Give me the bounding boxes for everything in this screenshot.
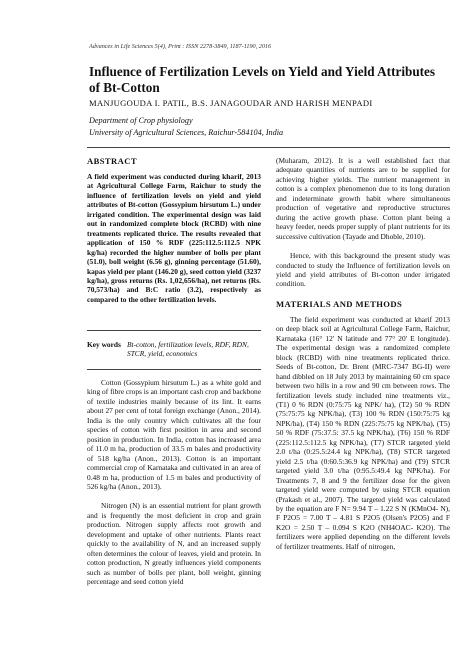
intro-paragraph-4: Hence, with this background the present study was conducted to study the Influence of fertilization levels on yield and yield attributes of Bt-cotton under irrigated condition. <box>276 251 450 289</box>
keywords-bottom-divider <box>87 369 261 370</box>
methods-paragraph: The field experiment was conducted at kharif 2013 on deep black soil at Agricultural College Farm, Raichur, Karnataka (16° 12' N latitude and 77° 20' E longitude). The experimental design was a randomized complete block (RCBD) with nine treatments replicated thrice. Seeds of Bt-cotton, Dr. Brent (MRC-7347 BG-II) were hand dibbled on 18 July 2013 by maintaining 60 cm space between two hills in a row and 90 cm between rows. The fertilization levels study included nine treatments viz., (T1) 0 % RDN (0:75:75 kg NPK/ ha), (T2) 50 % RDN (75:75:75 kg NPK/ha), (T3) 100 % RDN (150:75:75 kg NPK/ha), (T4) 150 % RDN (225:75:75 kg NPK/ha), (T5) 50 % RDF (75:37.5: 37.5 kg NPK/ha), (T6) 150 % RDF (225:112.5:112.5 kg NPK/ha), (T7) STCR targeted yield 2.0 t/ha (0:25.5:24.4 kg NPK/ha), (T8) STCR targeted yield 2.5 t/ha (0:60.5:36.9 kg NPK/ha) and (T9) STCR targeted yield 3.0 t/ha (0:95.5:49.4 kg NPK/ha). For Treatments 7, 8 and 9 the fertilizer dose for the given targeted yield were computed by using STCR equation (Prakash et al., 2007). The targeted yield was calculated by the equation are F N= 9.94 T – 1.22 S N (KMnO4- N), F P2O5 = 7.00 T – 4.81 S P2O5 (Olsen's P2O5) and F K2O = 2.50 T – 0.094 S K2O (NH4OAC- K2O). The fertilizers were applied depending on the different levels of fertilizer treatments. Half of nitrogen, <box>276 314 450 551</box>
abstract-section <box>87 156 261 304</box>
introduction-left <box>87 378 261 587</box>
keywords-row <box>87 340 261 359</box>
keywords-text: Bt-cotton, fertilization levels, RDF, RDN, STCR, yield, economics <box>127 340 249 359</box>
paper-title: Influence of Fertilization Levels on Yield and Yield Attributes of Bt-Cotton <box>89 64 436 95</box>
affiliation <box>89 115 283 138</box>
keywords-divider <box>87 330 261 331</box>
abstract-heading: ABSTRACT <box>87 156 137 166</box>
abstract-text: A field experiment was conducted during kharif, 2013 at Agricultural College Farm, Raichur to study the influence of fertilization levels on yield and yield attributes of Bt-cotton (Gossypium hirsutum L.) under irrigated condition. The experimental design was laid out in randomized complete block (RCBD) with nine treatments replicated thrice. The results revealed that application of 150 % RDF (225:112.5:112.5 NPK kg/ha) recorded the higher number of bolls per plant (51.0), boll weight (6.56 g), ginning percentage (51.60), kapas yield per plant (146.20 g), seed cotton yield (3237 kg/ha), gross returns (Rs. 1,02,656/ha), net returns (Rs. 70,573/ha) and B:C ratio (3.2), respectively as compared to the other fertilization levels. <box>87 172 261 304</box>
intro-paragraph-3: (Muharam, 2012). It is a well established fact that adequate quantities of nutrients are to be supplied for achieving higher yields. The nutrient management in cotton is a complex phenomenon due to its long duration and indeterminate growth habit where simultaneous production of vegetative and reproductive structures during the active growth phase. Cotton plant being a heavy feeder, needs proper supply of plant nutrients for its successive cultivation (Tayade and Dhoble, 2010). <box>276 156 450 241</box>
intro-paragraph-2: Nitrogen (N) is an essential nutrient for plant growth and is frequently the most deficient in crop and grain production. Nitrogen supply affects root growth and development and uptake of other nutrients. Plants react quickly to the availability of N, and an increased supply often determines the colour of leaves, yield and protein. In cotton production, N greatly influences yield components such as number of bolls per plant, boll weight, ginning percentage and seed cotton yield <box>87 501 261 587</box>
keywords-label: Key words <box>87 340 121 349</box>
methods-heading: MATERIALS AND METHODS <box>276 298 403 309</box>
header-divider <box>87 147 450 148</box>
right-column <box>276 156 450 551</box>
author-list: MANJUGOUDA I. PATIL, B.S. JANAGOUDAR AND HARISH MENPADI <box>89 98 373 108</box>
journal-citation: Advances in Life Sciences 5(4), Print : ISSN 2278-3849, 1187-1190, 2016 <box>89 43 272 50</box>
affiliation-university: University of Agricultural Sciences, Raichur-584104, India <box>89 127 284 137</box>
intro-paragraph-1: Cotton (Gossypium hirsutum L.) as a white gold and king of fibre crops is an important cash crop and backbone of textile industries mainly because of its lint. It earns about 27 per cent of total foreign exchange (Anon., 2014). India is the only country which cultivates all the four species of cotton with first position in area and second position in production. In India, cotton has increased area of 11.0 m ha, production of 33.5 m bales and productivity of 518 kg/ha (Anon., 2013). Cotton is an important commercial crop of Karnataka and cultivated in an area of 0.48 m ha, production of 1.5 m bales and productivity of 526 kg/ha (Anon., 2013). <box>87 378 261 491</box>
affiliation-department: Department of Crop physiology <box>89 116 193 125</box>
